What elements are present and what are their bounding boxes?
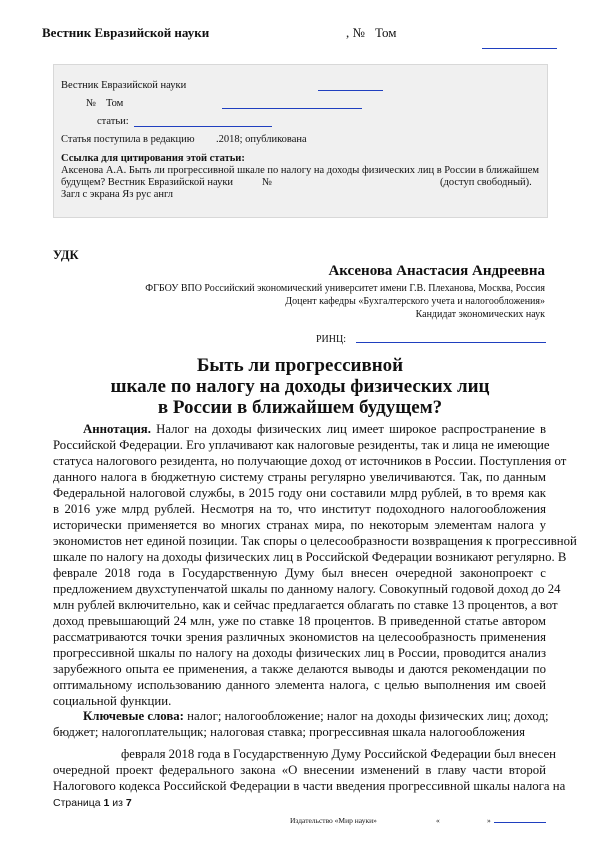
annotation-line: данного налога в бюджетную систему страны регулярно увеличиваются. Так, по данным xyxy=(53,470,546,484)
citebox-journal: Вестник Евразийской науки xyxy=(61,80,187,91)
citebox-article-label: статьи: xyxy=(97,116,129,127)
citebox-cite-heading: Ссылка для цитирования этой статьи: xyxy=(61,153,245,164)
annotation-line: доход превышающий 24 млн, уже по ставке 18 процентов. В приведенной статье автором xyxy=(53,614,546,628)
article-title xyxy=(0,355,600,418)
annotation-line: Российской Федерации. Его уплачивают как налоговые резиденты, так и лица не имеющие xyxy=(53,438,550,452)
citebox-cite-number: № xyxy=(262,177,273,188)
page-counter xyxy=(53,797,132,809)
page-number: 1 xyxy=(103,797,110,809)
citebox-volume: Том xyxy=(106,98,124,109)
annotation-line: рассматриваются точки зрения различных экономистов на целесообразность применения xyxy=(53,630,546,644)
title-line: в России в ближайшем будущем? xyxy=(157,397,443,418)
annotation-line: прогрессивной шкалы по налогу на доходы физических лиц в России, проводится анализ xyxy=(53,646,546,660)
citebox-issue-link[interactable] xyxy=(318,90,383,91)
citebox-number: № xyxy=(86,98,97,109)
keywords-text: налог; налогообложение; налог на доходы физических лиц; доход; xyxy=(187,709,549,723)
annotation-line: шкале по налогу на доходы физических лиц в Российской Федерации возникают регулярно. В xyxy=(53,550,567,564)
annotation-line: исторически применяется во многих странах мира, по некоторым элементам налога у xyxy=(53,518,546,532)
rinc-label: РИНЦ: xyxy=(316,334,347,345)
keywords-line: бюджет; налогоплательщик; налоговая ставка; прогрессивная шкала налогообложения xyxy=(53,725,525,739)
publisher-name: Издательство «Мир науки» xyxy=(290,816,377,825)
footer-quote-close: » xyxy=(487,816,491,825)
citebox-article-link[interactable] xyxy=(134,126,272,127)
annotation-text: Налог на доходы физических лиц имеет широкое распространение в xyxy=(156,422,546,436)
header-url-link[interactable] xyxy=(482,48,557,49)
page-word: Страница xyxy=(53,797,101,809)
keywords xyxy=(53,708,549,740)
keywords-first-line xyxy=(53,708,549,724)
body-line: Налогового кодекса Российской Федерации в части введения прогрессивной шкалы налога на xyxy=(53,779,566,793)
citebox-volume-link[interactable] xyxy=(222,108,362,109)
author-degree: Кандидат экономических наук xyxy=(415,309,545,320)
citebox-received: Статья поступила в редакцию xyxy=(61,134,195,145)
annotation-line: статуса налогового резидента, но получающие доход от источников в России. Поступления от xyxy=(53,454,567,468)
author-position: Доцент кафедры «Бухгалтерского учета и налогообложения» xyxy=(285,296,545,307)
author-name: Аксенова Анастасия Андреевна xyxy=(328,263,545,279)
annotation-line: экономистов нет единой позиции. Так споры о целесообразности возвращения к прогрессивной xyxy=(53,534,577,548)
of-word: из xyxy=(112,797,123,809)
annotation xyxy=(53,421,577,709)
annotation-line: зарубежного опыта ее применения, а также делаются выводы и даются рекомендации по xyxy=(53,662,546,676)
citebox-published: .2018; опубликована xyxy=(216,134,307,145)
author-affiliation: ФГБОУ ВПО Российский экономический университет имени Г.В. Плеханова, Москва, Россия xyxy=(145,283,545,294)
annotation-line: в 2016 уже млрд рублей. Несмотря на то, что институт подоходного налогообложения xyxy=(53,502,546,516)
citebox-cite-line: Аксенова А.А. Быть ли прогрессивной шкале по налогу на доходы физических лиц в России в ближайшем xyxy=(61,165,540,176)
rinc-link[interactable] xyxy=(356,342,546,343)
citebox-cite-line: Загл с экрана Яз рус англ xyxy=(61,189,173,200)
page-total: 7 xyxy=(125,797,132,809)
body-text xyxy=(53,746,566,794)
keywords-label: Ключевые слова: xyxy=(83,709,184,723)
annotation-line: млн рублей включительно, как и сейчас предлагается облагать по ставке 13 процентов, а вот xyxy=(53,598,558,612)
annotation-line: предложением двухступенчатой шкалы по данному налогу. Совокупный годовой доход до 24 xyxy=(53,582,561,596)
citebox-cite-line: будущем? Вестник Евразийской науки xyxy=(61,177,234,188)
citation-box xyxy=(53,64,548,218)
footer-link[interactable] xyxy=(494,822,546,823)
title-line: Быть ли прогрессивной xyxy=(196,355,404,376)
header-journal-title: Вестник Евразийской науки xyxy=(42,25,210,40)
annotation-line: социальной функции. xyxy=(53,694,172,708)
udk-label: УДК xyxy=(53,248,79,262)
annotation-line: оптимальному использованию данного элемента налога, с целью выполнения им своей xyxy=(53,678,546,692)
body-line: февраля 2018 года в Государственную Думу Российской Федерации был внесен xyxy=(121,747,557,761)
annotation-line: Федеральной налоговой службы, в 2015 году они составили млрд рублей, в то время как xyxy=(53,486,546,500)
annotation-label: Аннотация. xyxy=(83,422,151,436)
body-line: очередной проект федерального закона «О внесении изменений в главу части второй xyxy=(53,763,546,777)
header-volume: Том xyxy=(375,25,397,40)
footer-quote-open: « xyxy=(436,816,440,825)
header-issue-number: , № xyxy=(346,25,365,40)
annotation-line: феврале 2018 года в Государственную Думу был внесен очередной законопроект с xyxy=(53,566,546,580)
citebox-access-note: (доступ свободный). xyxy=(440,177,532,188)
title-line: шкале по налогу на доходы физических лиц xyxy=(110,376,490,397)
annotation-first-line xyxy=(53,421,546,437)
